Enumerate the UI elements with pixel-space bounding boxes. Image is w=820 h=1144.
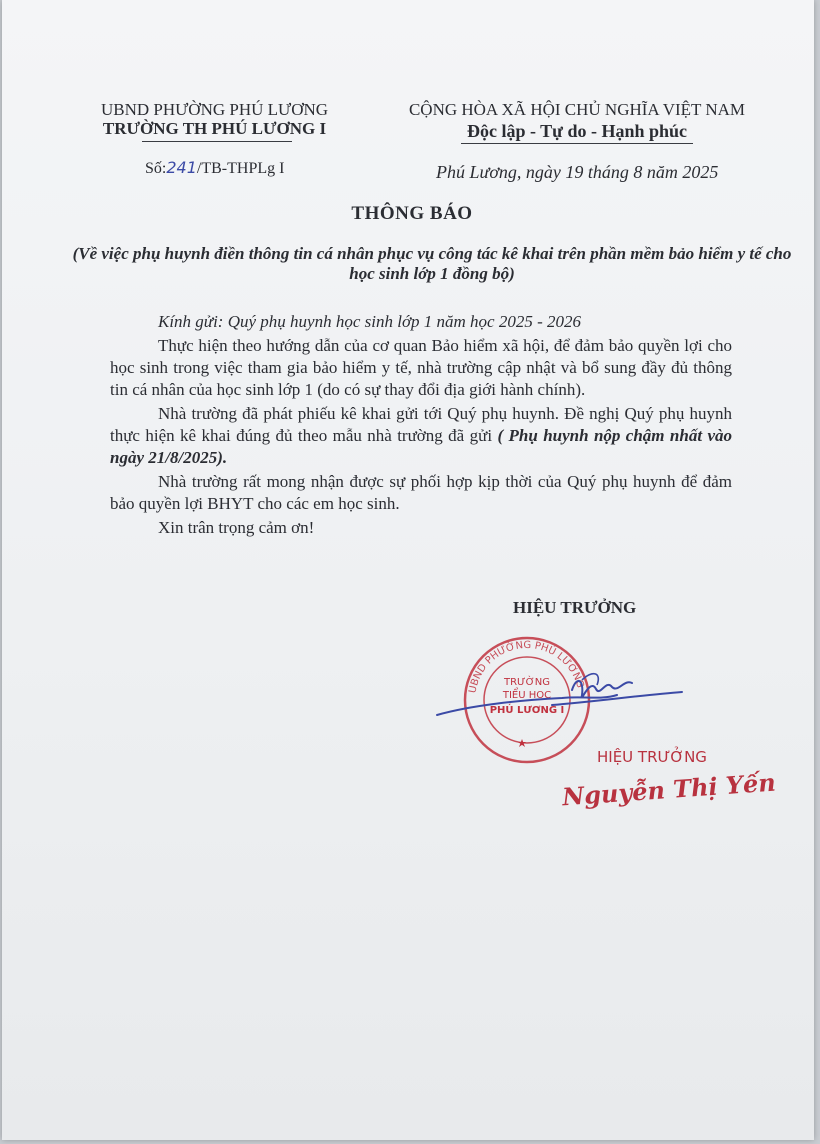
document-number [145,158,284,178]
org-name: UBND PHƯỜNG PHÚ LƯƠNG [100,100,329,119]
signature-role: HIỆU TRƯỞNG [513,598,637,617]
motto-underline [461,143,693,144]
stamp-ring-text: UBND PHƯỜNG PHÚ LƯƠNG [467,639,586,695]
stamp-line-1: TRƯỜNG [504,677,550,688]
paragraph-1: Thực hiện theo hướng dẫn của cơ quan Bảo hiểm xã hội, để đảm bảo quyền lợi cho học sinh trong việc tham gia bảo hiểm y tế, nhà trường cập nhật và bổ sung đầy đủ thông tin cá nhân của học sinh lớp 1 (do có sự thay đổi địa giới hành chính). [110,336,732,399]
school-name [72,119,357,139]
doc-no-prefix: Số: [145,160,167,177]
deadline-note: ( Phụ huynh nộp chậm nhất vào ngày 21/8/2025). [110,426,732,467]
page-title: THÔNG BÁO [351,203,473,224]
school-underline [142,141,292,142]
paragraph-2 [110,403,732,469]
paragraph-3: Nhà trường rất mong nhận được sự phối hợp kịp thời của Quý phụ huynh để đảm bảo quyền lợi BHYT cho các em học sinh. [110,472,732,513]
paragraph-2-main: Nhà trường đã phát phiếu kê khai gửi tới Quý phụ huynh. Đề nghị Quý phụ huynh thực hiện kê khai đúng đủ theo mẫu nhà trường đã gửi [110,404,732,445]
document-page [2,0,814,1140]
school-name-text: TRƯỜNG TH PHÚ LƯƠNG I [102,119,327,138]
doc-no-suffix: /TB-THPLg I [196,160,285,177]
handwritten-signature [432,660,692,750]
stamp-line-3: PHÚ LƯƠNG I [489,705,565,716]
recipient-line: Kính gửi: Quý phụ huynh học sinh lớp 1 năm học 2025 - 2026 [158,312,581,331]
closing-line: Xin trân trọng cảm ơn! [158,518,315,537]
national-motto: Độc lập - Tự do - Hạnh phúc [466,121,688,141]
stamp-role: HIỆU TRƯỞNG [597,748,707,766]
stamp-line-2: TIỂU HỌC [502,690,552,701]
place-date: Phú Lương, ngày 19 tháng 8 năm 2025 [436,162,719,182]
letter-body [110,311,732,539]
doc-no-value: 241 [166,158,197,177]
subtitle: (Về việc phụ huynh điền thông tin cá nhân phục vụ công tác kê khai trên phần mềm bảo hiểm y tế cho học sinh lớp 1 đồng bộ) [72,244,792,283]
nation-name: CỘNG HÒA XÃ HỘI CHỦ NGHĨA VIỆT NAM [408,100,746,119]
principal-name: Nguyễn Thị Yến [561,767,777,812]
